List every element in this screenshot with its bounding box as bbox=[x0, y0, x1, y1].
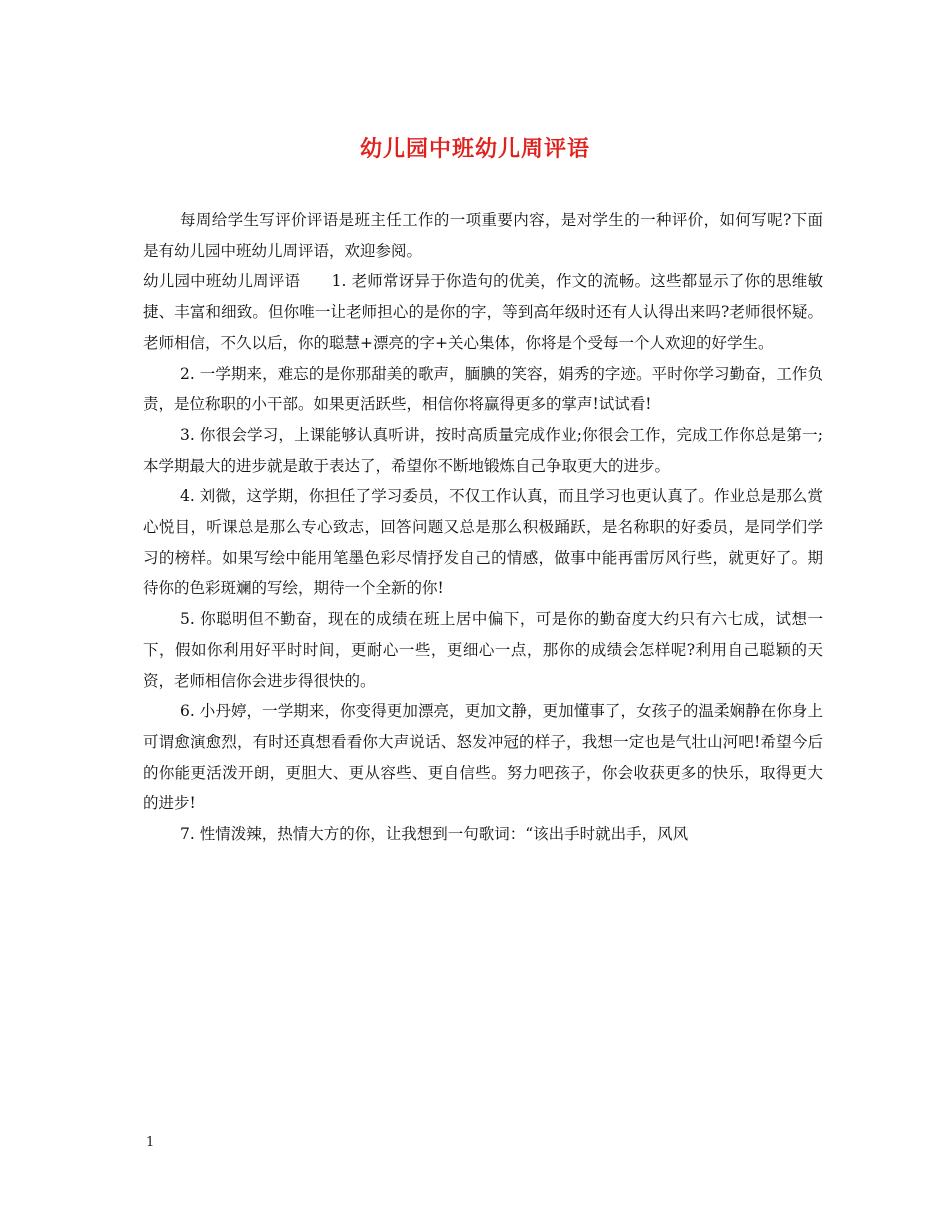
paragraph-4: 4. 刘微，这学期，你担任了学习委员，不仅工作认真，而且学习也更认真了。作业总是那么赏心悦目，听课总是那么专心致志，回答问题又总是那么积极踊跃，是名称职的好委员，是同学们学习的榜样。如果写绘中能用笔墨色彩尽情抒发自己的情感，做事中能再雷厉风行些，就更好了。期待你的色彩斑斓的写绘，期待一个全新的你! bbox=[143, 487, 823, 598]
paragraph-5: 5. 你聪明但不勤奋，现在的成绩在班上居中偏下，可是你的勤奋度大约只有六七成，试想一下，假如你利用好平时时间，更耐心一些，更细心一点，那你的成绩会怎样呢?利用自己聪颖的天资，老师相信你会进步得很快的。 bbox=[143, 610, 823, 690]
paragraph-3: 3. 你很会学习，上课能够认真听讲，按时高质量完成作业;你很会工作，完成工作你总是第一;本学期最大的进步就是敢于表达了，希望你不断地锻炼自己争取更大的进步。 bbox=[143, 425, 823, 475]
document-title: 幼儿园中班幼儿周评语 bbox=[359, 136, 590, 162]
paragraph-2: 2. 一学期来，难忘的是你那甜美的歌声，腼腆的笑容，娟秀的字迹。平时你学习勤奋，工作负责，是位称职的小干部。如果更活跃些，相信你将赢得更多的掌声!试试看! bbox=[143, 364, 823, 414]
paragraph-6: 6. 小丹婷，一学期来，你变得更加漂亮，更加文静，更加懂事了，女孩子的温柔娴静在你身上可谓愈演愈烈，有时还真想看看你大声说话、怒发冲冠的样子，我想一定也是气壮山河吧!希望今后的你能更活泼开朗，更胆大、更从容些、更自信些。努力吧孩子，你会收获更多的快乐，取得更大的进步! bbox=[143, 702, 823, 813]
paragraph-7: 7. 性情泼辣，热情大方的你，让我想到一句歌词：“该出手时就出手，风风 bbox=[180, 825, 689, 844]
paragraph-intro: 每周给学生写评价评语是班主任工作的一项重要内容，是对学生的一种评价，如何写呢?下面是有幼儿园中班幼儿周评语，欢迎参阅。 bbox=[143, 211, 823, 260]
document-body bbox=[143, 205, 823, 850]
paragraph-1: 幼儿园中班幼儿周评语 1. 老师常讶异于你造句的优美，作文的流畅。这些都显示了你的思维敏捷、丰富和细致。但你唯一让老师担心的是你的字，等到高年级时还有人认得出来吗?老师很怀疑。老师相信，不久以后，你的聪慧+漂亮的字+关心集体，你将是个受每一个人欢迎的好学生。 bbox=[143, 272, 823, 352]
page-number: 1 bbox=[146, 1135, 155, 1150]
